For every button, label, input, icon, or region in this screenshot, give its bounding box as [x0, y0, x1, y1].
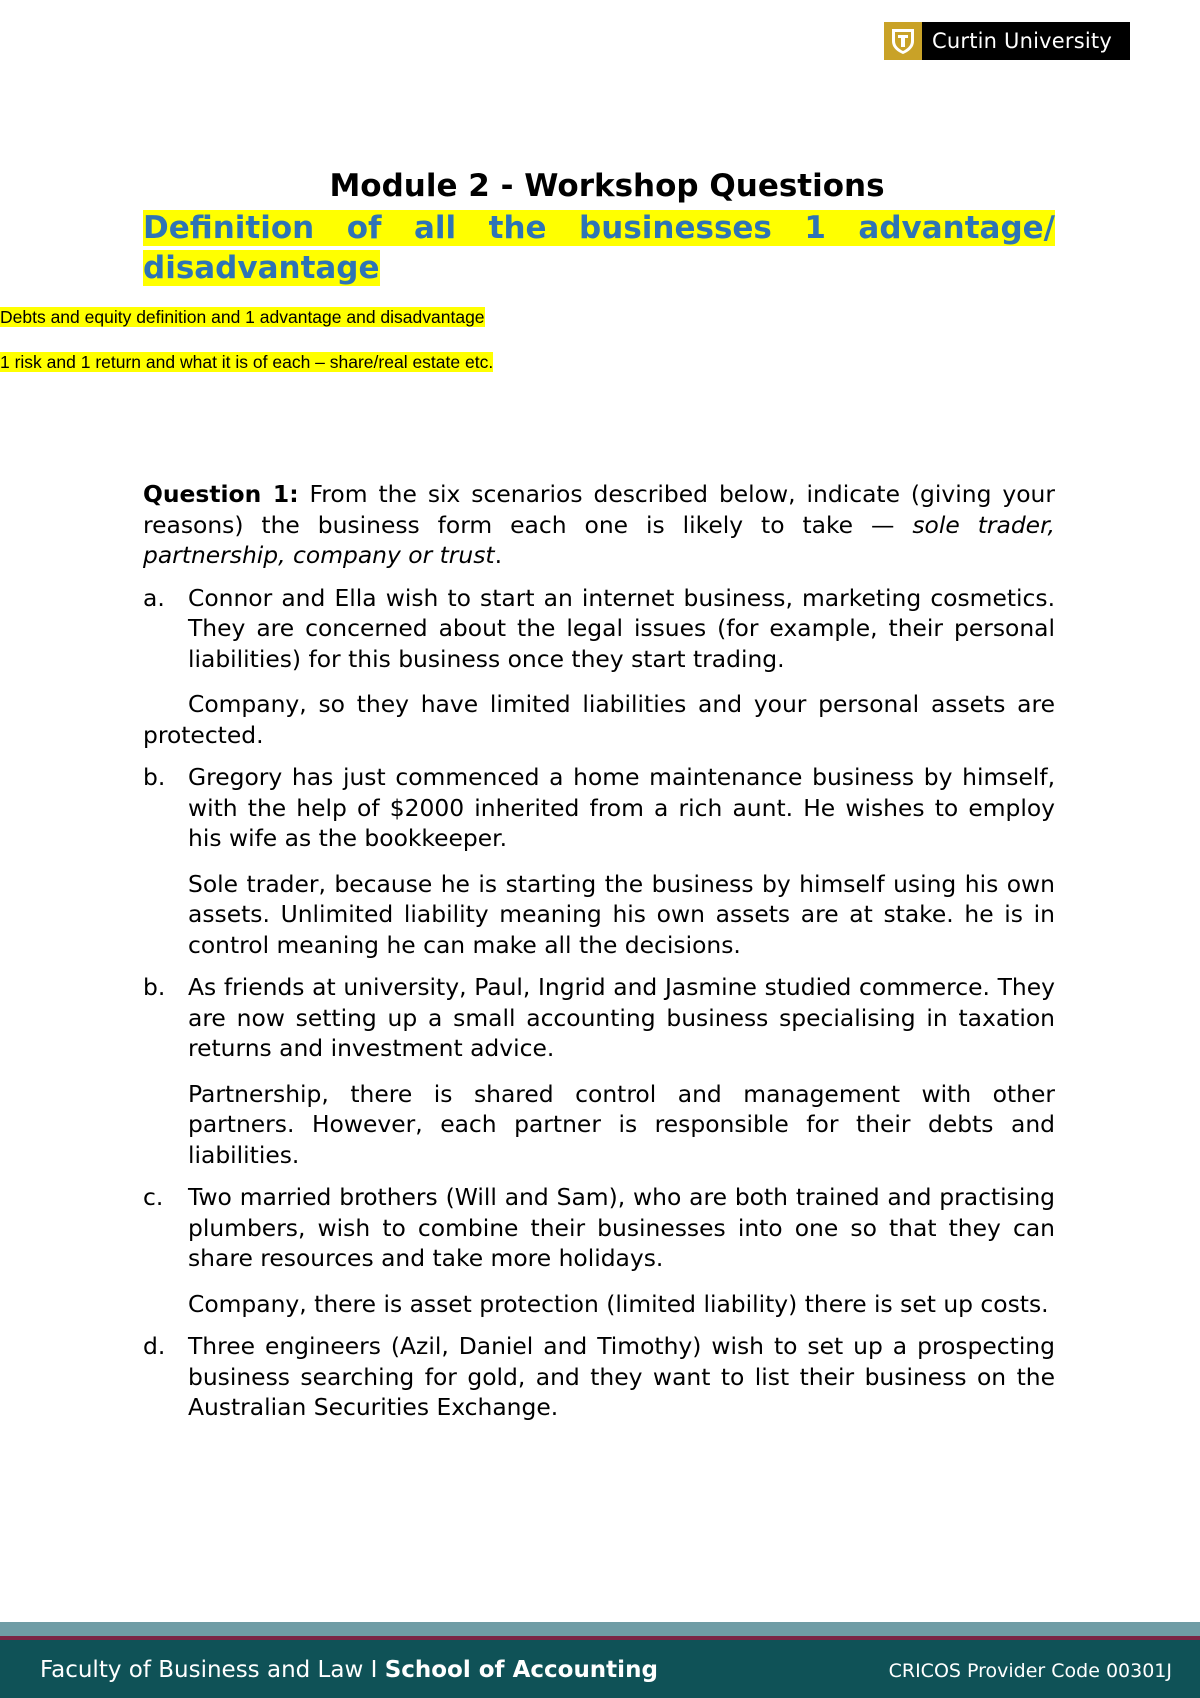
item-answer: Sole trader, because he is starting the business by himself using his own assets. Unlimited liability meaning his own assets are at stake. he is in control meaning he can make all the decisions. [188, 869, 1055, 959]
logo-text: Curtin University [932, 29, 1112, 53]
list-item [143, 1182, 1055, 1274]
item-text: As friends at university, Paul, Ingrid and Jasmine studied commerce. They are now setting up a small accounting business specialising in taxation returns and investment advice. [188, 973, 1055, 1062]
item-letter: b. [143, 973, 166, 1001]
cricos-code: CRICOS Provider Code 00301J [888, 1660, 1172, 1682]
note-debts-equity [0, 306, 485, 328]
item-letter: d. [143, 1332, 166, 1360]
question-intro [143, 479, 1055, 571]
note-text: 1 risk and 1 return and what it is of each – share/real estate etc. [0, 352, 494, 372]
curtin-logo [884, 22, 1130, 60]
item-text: Three engineers (Azil, Daniel and Timothy) wish to set up a prospecting business searching for gold, and they want to list their business on the Australian Securities Exchange. [188, 1332, 1055, 1421]
list-item [143, 762, 1055, 854]
page-footer [0, 1640, 1200, 1698]
item-answer: Company, there is asset protection (limited liability) there is set up costs. [188, 1289, 1049, 1318]
question-section [143, 479, 1055, 1423]
item-answer: Company, so they have limited liabilities and your personal assets are protected. [143, 690, 1055, 749]
item-text: Gregory has just commenced a home maintenance business by himself, with the help of $2000 inherited from a rich aunt. He wishes to employ his wife as the bookkeeper. [188, 763, 1055, 852]
list-item [143, 972, 1055, 1064]
note-risk-return [0, 351, 493, 373]
list-item [143, 583, 1055, 675]
school-text: School of Accounting [384, 1657, 658, 1683]
note-text: Debts and equity definition and 1 advantage and disadvantage [0, 307, 485, 327]
item-letter: a. [143, 583, 165, 612]
question-end: . [494, 541, 503, 569]
footer-stripe [0, 1622, 1200, 1636]
item-answer: Partnership, there is shared control and management with other partners. However, each partner is responsible for their debts and liabilities. [188, 1079, 1055, 1169]
item-letter: b. [143, 763, 166, 791]
crest-icon [884, 22, 922, 60]
subtitle-text: Definition of all the businesses 1 advantage/ disadvantage [143, 210, 1055, 286]
page-title: Module 2 - Workshop Questions [329, 168, 885, 204]
question-text: From the six scenarios described below, indicate (giving your reasons) the business form each one is likely to take — [143, 480, 1055, 539]
faculty-text: Faculty of Business and Law I [40, 1657, 385, 1683]
page-subtitle [143, 208, 1055, 288]
item-text: Connor and Ella wish to start an internet business, marketing cosmetics. They are concerned about the legal issues (for example, their personal liabilities) for this business once they start trading. [188, 583, 1055, 673]
item-letter: c. [143, 1183, 164, 1211]
footer-faculty [40, 1657, 658, 1683]
list-item [143, 1331, 1055, 1423]
question-label: Question 1: [143, 480, 299, 508]
item-text: Two married brothers (Will and Sam), who are both trained and practising plumbers, wish to combine their businesses into one so that they can share resources and take more holidays. [188, 1183, 1055, 1272]
question-forms: sole trader, partnership, company or trust [143, 510, 1055, 569]
